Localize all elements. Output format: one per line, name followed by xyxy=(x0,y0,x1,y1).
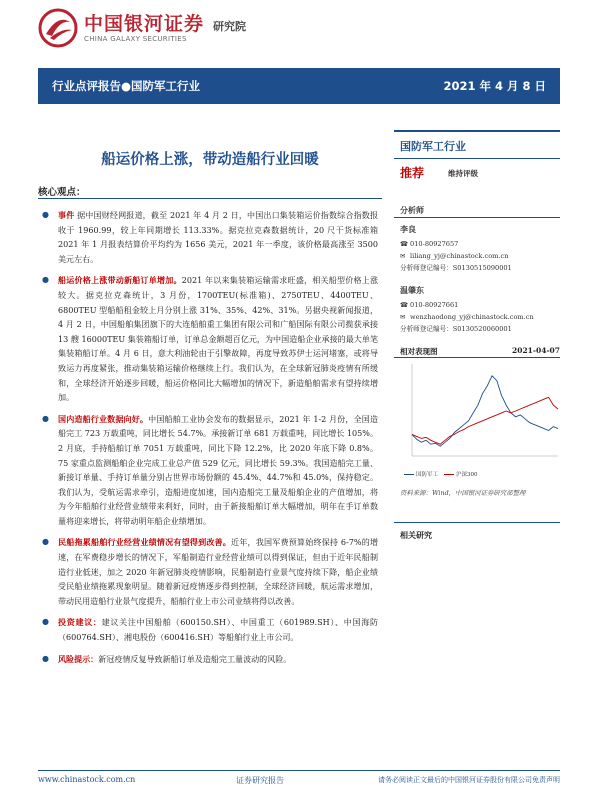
bullet-icon: ● xyxy=(42,413,49,423)
page-title: 船运价格上涨，带动造船行业回暖 xyxy=(101,152,319,168)
bullet-icon: ● xyxy=(42,275,49,285)
analyst-cert: 分析师登记编号：S0130515090001 xyxy=(400,264,512,272)
phone-icon: ☎ xyxy=(400,301,409,309)
chart-legend xyxy=(404,470,560,478)
bullet-keyword: 民船拖累船舶行业经营业绩情况有望得到改善。 xyxy=(58,537,232,548)
sidebar-rule xyxy=(394,158,560,159)
bullet-keyword: 事件 xyxy=(58,210,75,220)
analyst-heading: 分析师 xyxy=(400,206,424,215)
bullet-icon: ● xyxy=(42,617,49,627)
report-banner xyxy=(38,68,560,104)
core-heading: 核心观点： xyxy=(38,187,86,198)
mail-icon: ✉ xyxy=(400,252,406,260)
report-date: 2021 年 4 月 8 日 xyxy=(443,79,546,93)
rating-status: 维持评级 xyxy=(448,169,478,178)
analyst-phone: 010-80927657 xyxy=(410,240,459,248)
footer-rule xyxy=(38,770,560,771)
chart-source: 资料来源：Wind，中国银河证券研究部整理 xyxy=(400,489,526,497)
chart-title: 相对表现图 xyxy=(400,347,438,356)
mail-icon: ✉ xyxy=(400,313,406,321)
analyst-name: 李良 xyxy=(400,224,416,234)
sidebar-rule xyxy=(394,522,560,523)
sector-label: 国防军工行业 xyxy=(400,140,466,153)
core-bullets xyxy=(38,208,382,673)
sidebar-rule xyxy=(394,217,560,218)
bullet-text: 中国船舶工业协会发布的数据显示，2021 年 1-2 月份，全国造船完工 723 万载重吨，同比增长 54.7%。承接新订单 681 万载重吨，同比增长 105%。2 月底，手持船舶订单 7051 万载重吨，同比下降 12.2%，比 2020 年底下降 0.8%。75 家重点监测船舶企业完成工业总产值 529 亿元，同比增长 59.3%。我国造船完工量、新接订单量、手持订单量分别占世界市场份额的 45.4%、44.7%和 45.0%，保持稳定。我们认为，受航运需求牵引，造船进度加速，国内造船完工量及船舶企业的产值增加，将为今年船舶行业经营业绩带来利好，同时，由于新接船舶订单大幅增加，明年在手订单数量将迎来增长，将带动明年船企业绩增加。 xyxy=(58,414,378,526)
footer-disclaimer: 请务必阅读正文最后的中国银河证券股份有限公司免责声明 xyxy=(378,776,560,784)
analyst-phone: 010-80927661 xyxy=(410,301,459,309)
series-line-0 xyxy=(412,376,558,446)
bullet-icon: ● xyxy=(42,210,49,219)
list-item xyxy=(38,208,382,267)
list-item xyxy=(38,273,382,405)
bullet-keyword: 船运价格上涨带动新船订单增加。 xyxy=(58,275,182,286)
list-item xyxy=(38,652,382,668)
chart-header xyxy=(400,346,560,357)
analyst-name: 温肇东 xyxy=(400,285,424,295)
analyst-cert: 分析师登记编号：S0130520060001 xyxy=(400,325,512,333)
series-line-1 xyxy=(412,397,558,444)
list-item xyxy=(38,412,382,530)
sidebar-top-rule xyxy=(394,130,560,132)
brand-name-cn: 中国银河证券 xyxy=(84,13,205,35)
brand-name-en: CHINA GALAXY SECURITIES xyxy=(84,35,187,43)
analyst-card xyxy=(400,284,560,335)
bullet-icon: ● xyxy=(42,537,49,547)
footer-center: 证券研究报告 xyxy=(236,776,284,785)
footer-website[interactable]: www.chinastock.com.cn xyxy=(38,775,136,784)
bullet-keyword: 风险提示： xyxy=(58,653,99,664)
core-rule xyxy=(38,198,382,199)
bullet-keyword: 投资建议： xyxy=(58,617,102,628)
brand-logo xyxy=(38,6,204,50)
legend-item: 国防军工 xyxy=(404,470,438,478)
phone-icon: ☎ xyxy=(400,240,409,248)
bullet-text: 据中国财经网报道，截至 2021 年 4 月 2 日，中国出口集装箱运价指数综合指数报收于 1960.99，较上年同期增长 113.33%。据克拉克森数据统计，20 尺干货标准箱 2021 年 1 月报表结算价平均约为 1656 美元，2021 年一季度，该价格最高涨至 3500 美元左右。 xyxy=(58,211,379,264)
list-item xyxy=(38,615,382,645)
chart-date: 2021-04-07 xyxy=(512,346,560,355)
bullet-text: 新冠疫情反复导致新船订单及造船完工量波动的风险。 xyxy=(98,654,292,664)
list-item xyxy=(38,535,382,609)
legend-swatch-icon xyxy=(404,474,414,475)
bullet-text: 2021 年以来集装箱运输需求旺盛，相关船型价格上涨较大。据克拉克森统计，3 月份，1700TEU(标准箱)、2750TEU、4400TEU、6800TEU 型船船租金较上月分别上涨 31%、35%、42%、31%。另据央视新闻报道，4 月 2 日，中国船舶集团旗下的大连船舶重工集团有限公司和广船国际有限公司揽获承接 13 艘 16000TEU 集装箱船订单，订单总金额超百亿元，为中国造船企业承接的最大单笔集装箱船订单。4 月 6 日，意大利油轮由于引擎故障，再度导致苏伊士运河堵塞，或将导致运力再度紧张，推动集装箱运输价格继续上行。我们认为，在全球新冠肺炎疫情有所缓和，全球经济开始逐步回暖，船运价格同比大幅增加的情况下，新造船舶需求有望持续增加。 xyxy=(58,276,378,403)
performance-chart xyxy=(398,360,562,468)
related-heading: 相关研究 xyxy=(400,531,432,540)
analyst-email[interactable]: liliang_yj@chinastock.com.cn xyxy=(410,252,509,260)
bullet-text: 建议关注中国船舶（600150.SH）、中国重工（601989.SH）、中国海防（600764.SH）、湘电股份（600416.SH）等船舶行业上市公司。 xyxy=(58,618,379,643)
analyst-card xyxy=(400,223,560,274)
institute-label: 研究院 xyxy=(213,20,246,33)
galaxy-logo-icon xyxy=(38,8,78,48)
report-type: 行业点评报告●国防军工行业 xyxy=(52,79,201,93)
legend-item: 沪深300 xyxy=(444,470,478,478)
sidebar-rule xyxy=(394,357,560,358)
bullet-keyword: 国内造船行业数据向好。 xyxy=(58,413,149,424)
legend-swatch-icon xyxy=(444,474,454,475)
rating-label: 推荐 xyxy=(400,166,425,180)
analyst-email[interactable]: wenzhaodong_yj@chinastock.com.cn xyxy=(410,313,534,321)
bullet-text: 近年，我国军费预算始终保持 6-7%的增速，在军费稳步增长的情况下，军船制造行业经营业绩可以得到保证，但由于近年民船制造行业低迷，加之 2020 年新冠肺炎疫情影响，民船制造行业景气度持续下降，船企业绩受民船业绩拖累现象明显。随着新冠疫情逐步得到控制，全球经济回暖，航运需求增加，带动民用造船行业景气度提升，船舶行业上市公司业绩将得以改善。 xyxy=(58,538,379,606)
bullet-icon: ● xyxy=(42,653,49,663)
